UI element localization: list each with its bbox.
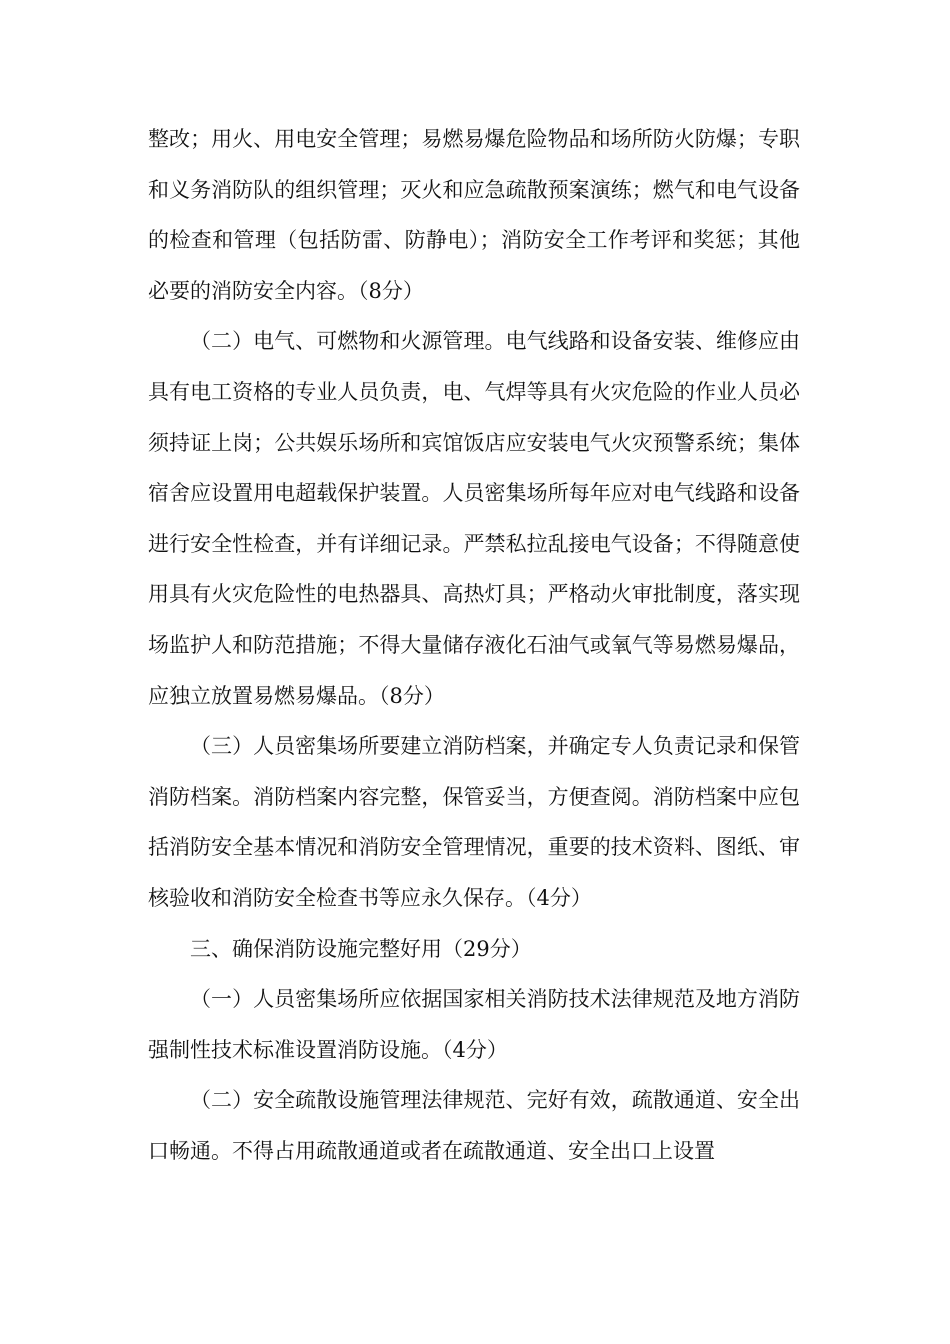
paragraph-electrical-management: （二）电气、可燃物和火源管理。电气线路和设备安装、维修应由具有电工资格的专业人员负责，电、气焊等具有火灾危险的作业人员必须持证上岗；公共娱乐场所和宾馆饭店应安装电气火灾预警系统；集体宿舍应设置用电超载保护装置。人员密集场所每年应对电气线路和设备进行安全性检查，并有详细记录。严禁私拉乱接电气设备；不得随意使用具有火灾危险性的电热器具、高热灯具；严格动火审批制度，落实现场监护人和防范措施；不得大量储存液化石油气或氧气等易燃易爆品，应独立放置易燃易爆品。（8分） [148, 329, 800, 708]
paragraph-evacuation-facilities: （二）安全疏散设施管理法律规范、完好有效，疏散通道、安全出口畅通。不得占用疏散通道或者在疏散通道、安全出口上设置 [148, 1088, 800, 1163]
paragraph-continuation: 整改；用火、用电安全管理；易燃易爆危险物品和场所防火防爆；专职和义务消防队的组织管理；灭火和应急疏散预案演练；燃气和电气设备的检查和管理（包括防雷、防静电）；消防安全工作考评和奖惩；其他必要的消防安全内容。（8分） [148, 127, 800, 303]
document-body [148, 114, 800, 1176]
section-heading-fire-facilities: 三、确保消防设施完整好用（29分） [190, 936, 532, 961]
paragraph-facility-standards: （一）人员密集场所应依据国家相关消防技术法律规范及地方消防强制性技术标准设置消防设施。（4分） [148, 987, 800, 1062]
paragraph-fire-archives: （三）人员密集场所要建立消防档案，并确定专人负责记录和保管消防档案。消防档案内容完整，保管妥当，方便查阅。消防档案中应包括消防安全基本情况和消防安全管理情况，重要的技术资料、图纸、审核验收和消防安全检查书等应永久保存。（4分） [148, 734, 800, 910]
